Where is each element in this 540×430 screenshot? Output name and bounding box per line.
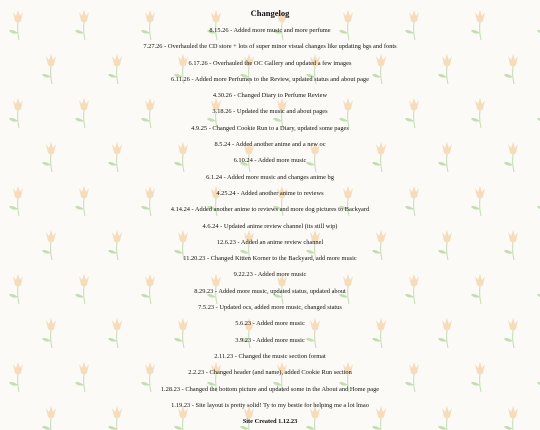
changelog-entry: 9.22.23 - Added more music <box>233 271 307 279</box>
changelog-entry: 12.6.23 - Added an anime review channel <box>216 238 324 246</box>
changelog-entry: 8.5.24 - Added another anime and a new oc <box>214 141 326 149</box>
changelog-entry: 6.1.24 - Added more music and changes anime bg <box>206 173 334 181</box>
changelog-entry: 8.15.26 - Added more music and more perfume <box>209 27 331 34</box>
changelog-entry: 1.28.23 - Changed the bottom picture and updated some in the About and Home page <box>160 385 380 393</box>
changelog-entry: 3.18.26 - Updated the music and about pages <box>212 108 328 116</box>
changelog-entry: 2.11.23 - Changed the music section format <box>214 352 326 360</box>
changelog-entry: 4.9.25 - Changed Cookie Run to a Diary, updated some pages <box>191 124 349 132</box>
changelog-entry: 8.29.23 - Added more music, updated status, updated about <box>194 287 346 295</box>
changelog-entry: 6.10.24 - Added more music <box>233 157 307 165</box>
changelog-entry: 7.27.26 - Overhauled the CD store + lots of super minor visual changes like updating bgs and fonts <box>143 43 397 51</box>
changelog-entry: 6.17.26 - Overhauled the OC Gallery and updated a few images <box>188 59 352 67</box>
changelog-entry: 2.2.23 - Changed header (and name), added Cookie Run section <box>188 369 352 377</box>
changelog-entry: 6.11.26 - Added more Perfumes to the Review, updated status and about page <box>171 75 369 83</box>
changelog-entry: 7.5.23 - Updated ocs, added more music, changed status <box>198 304 342 312</box>
changelog-list <box>0 23 540 414</box>
changelog-entry: 3.9.23 - Added more music <box>235 336 305 344</box>
site-created-note: Site Created 1.12.23 <box>242 418 298 426</box>
changelog-entry: 11.20.23 - Changed Kitten Korner to the Backyard, add more music <box>183 255 357 263</box>
changelog-entry: 4.30.26 - Changed Diary to Perfume Review <box>212 92 328 100</box>
changelog-entry: 4.25.24 - Added another anime to reviews <box>216 189 324 197</box>
changelog-entry: 1.19.23 - Site layout is pretty solid! Ty to my bestie for helping me a lot lmao <box>171 401 369 409</box>
changelog-entry: 4.6.24 - Updated anime review channel (its still wip) <box>202 222 338 230</box>
changelog-entry: 5.6.23 - Added more music <box>235 320 305 328</box>
changelog-title: Changelog <box>250 8 290 18</box>
changelog-entry: 4.14.24 - Added another anime to reviews and more dog pictures to Backyard <box>170 206 370 214</box>
